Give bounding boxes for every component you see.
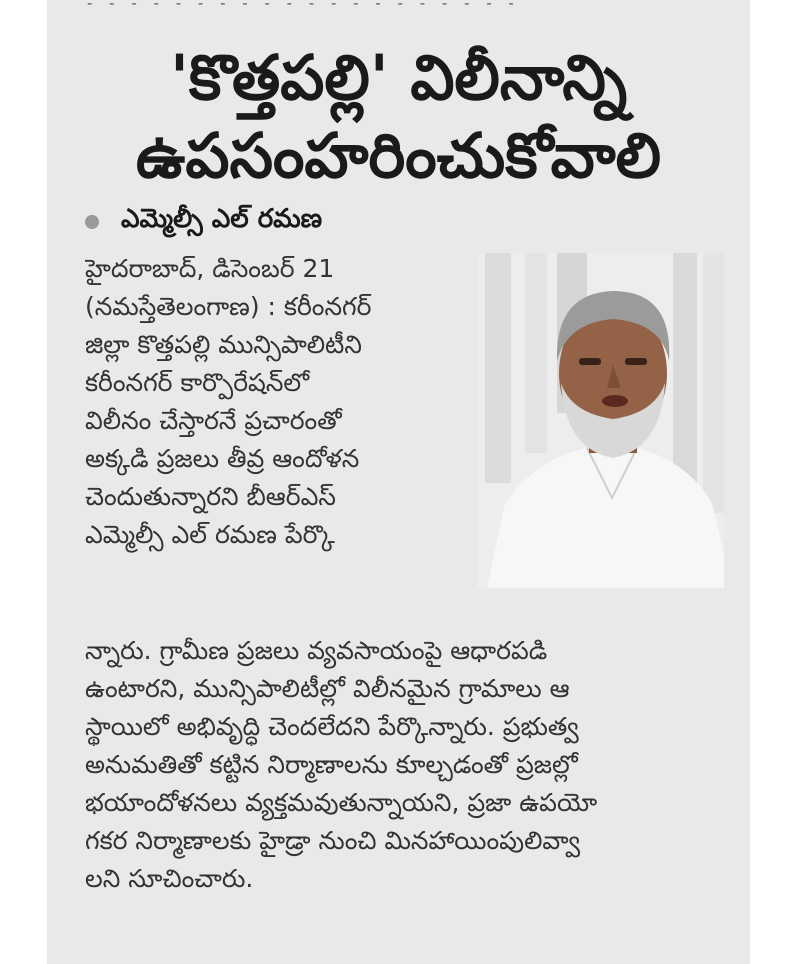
article-body-narrow-column xyxy=(85,250,480,554)
body-line: చెందుతున్నారని బీఆర్‌ఎస్ xyxy=(85,482,336,511)
portrait-photo xyxy=(477,253,724,588)
body-line: ఉంటారని, మున్సిపాలిటీల్లో విలీనమైన గ్రామాలు ఆ xyxy=(85,674,570,703)
body-line: భయాందోళనలు వ్యక్తమవుతున్నాయని, ప్రజా ఉపయో xyxy=(85,788,598,817)
bullet-icon xyxy=(85,215,99,229)
body-line: అనుమతితో కట్టిన నిర్మాణాలను కూల్చడంతో ప్రజల్లో xyxy=(85,750,578,779)
body-line: స్థాయిలో అభివృద్ధి చెందలేదని పేర్కొన్నారు. ప్రభుత్వ xyxy=(85,712,579,741)
newspaper-clipping xyxy=(47,0,750,964)
body-line: (నమస్తేతెలంగాణ) : కరీంనగర్ xyxy=(85,292,372,321)
headline-line-2: ఉపసంహరించుకోవాలి xyxy=(135,119,662,192)
body-line: న్నారు. గ్రామీణ ప్రజలు వ్యవసాయంపై ఆధారపడి xyxy=(85,636,548,665)
byline-name: ఎమ్మెల్సీ ఎల్ రమణ xyxy=(121,204,323,234)
headline-line-1: 'కొత్తపల్లి' విలీనాన్ని xyxy=(169,41,628,114)
portrait-illustration xyxy=(477,253,724,588)
body-line: గకర నిర్మాణాలకు హైడ్రా నుంచి మినహాయింపులివ్వా xyxy=(85,826,581,855)
body-line: హైదరాబాద్, డిసెంబర్ 21 xyxy=(85,254,335,283)
body-line: అక్కడి ప్రజలు తీవ్ర ఆందోళన xyxy=(85,444,360,473)
byline xyxy=(85,205,322,239)
body-line: విలీనం చేస్తారనే ప్రచారంతో xyxy=(85,406,342,435)
body-line: కరీంనగర్ కార్పొరేషన్‌లో xyxy=(85,368,310,397)
body-line: జిల్లా కొత్తపల్లి మున్సిపాలిటీని xyxy=(85,330,362,359)
body-line: లని సూచించారు. xyxy=(85,864,254,893)
article-body-full-column xyxy=(85,632,725,898)
body-line: ఎమ్మెల్సీ ఎల్ రమణ పేర్కొ xyxy=(85,520,335,549)
cropped-previous-text: - - - - - - - - - - - - - - - - - - - - xyxy=(87,0,520,10)
